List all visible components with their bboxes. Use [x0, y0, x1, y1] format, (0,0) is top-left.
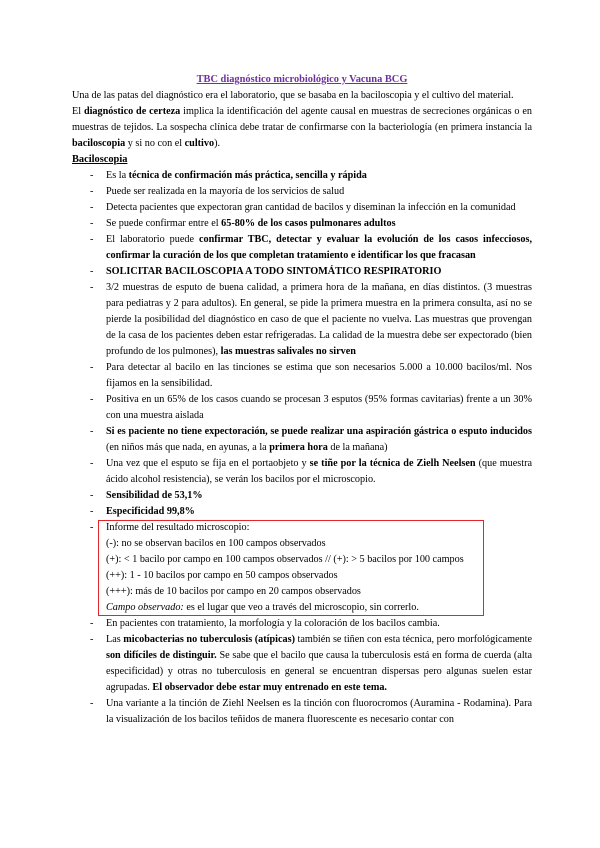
report-line: (+++): más de 10 bacilos por campo en 20 campos observados — [106, 586, 361, 597]
highlight-box — [98, 520, 484, 616]
list-item: - Sensibilidad de 53,1% — [90, 490, 203, 501]
section-heading-baciloscopia: Baciloscopia — [72, 154, 128, 165]
intro-paragraph-1: Una de las patas del diagnóstico era el laboratorio, que se basaba en la baciloscopia y el cultivo del material. — [72, 90, 514, 101]
list-item: - Puede ser realizada en la mayoría de los servicios de salud — [90, 186, 345, 197]
list-item: - 3/2 muestras de esputo de buena calidad, a primera hora de la mañana, en días distintos. (3 muestras para pediatras y 2 para adultos). En general, se pide la primera muestra en la primera consulta, así no se pierde la posibilidad del diagnóstico en caso de que el paciente no vuelva. Las muestras que provengan de la casa de los pacientes deben estar refrigeradas. La calidad de la muestra debe ser expectorado (bien profundo de los pulmones), las muestras salivales no sirven — [90, 282, 532, 357]
list-item: - Se puede confirmar entre el 65-80% de los casos pulmonares adultos — [90, 218, 396, 229]
baciloscopia-list — [72, 168, 532, 728]
report-line: Campo observado: es el lugar que veo a través del microscopio, sin correrlo. — [106, 602, 419, 613]
list-item: - Una variante a la tinción de Ziehl Neelsen es la tinción con fluorocromos (Auramina - Rodamina). Para la visualización de los bacilos teñidos de manera fluorescente es necesario contar con — [90, 698, 532, 725]
report-line: (-): no se observan bacilos en 100 campos observados — [106, 538, 326, 549]
list-item: - El laboratorio puede confirmar TBC, detectar y evaluar la evolución de los casos infecciosos, confirmar la curación de los que completan tratamiento e identificar los que fracasan — [90, 234, 532, 261]
intro-paragraph-2: El diagnóstico de certeza implica la identificación del agente causal en muestras de secreciones orgánicas o en muestras de tejidos. La sospecha clínica debe tratar de confirmarse con la bacteriología (en primera instancia la baciloscopia y si no con el cultivo). — [72, 106, 532, 149]
document-title: TBC diagnóstico microbiológico y Vacuna BCG — [196, 74, 408, 85]
list-item: - Detecta pacientes que expectoran gran cantidad de bacilos y diseminan la infección en la comunidad — [90, 202, 516, 213]
list-item: - Especificidad 99,8% — [90, 506, 195, 517]
list-item: - Es la técnica de confirmación más práctica, sencilla y rápida — [90, 170, 367, 181]
document-page — [72, 72, 532, 728]
list-item: - SOLICITAR BACILOSCOPIA A TODO SINTOMÁTICO RESPIRATORIO — [90, 266, 442, 277]
report-line: Informe del resultado microscopio: — [106, 522, 250, 533]
report-line: (++): 1 - 10 bacilos por campo en 50 campos observados — [106, 570, 338, 581]
list-item: - Las micobacterias no tuberculosis (atípicas) también se tiñen con esta técnica, pero morfológicamente son difíciles de distinguir. Se sabe que el bacilo que causa la tuberculosis está en forma de cuerda (alta especificidad) y otras no tuberculosis en general se encuentran dispersas pero algunas suelen estar agrupadas. El observador debe estar muy entrenado en este tema. — [90, 634, 533, 693]
result-report-item: - Informe del resultado microscopio: (-): no se observan bacilos en 100 campos observados (+): < 1 bacilo por campo en 100 campos observados // (+): > 5 bacilos por 100 campos (++): 1 - 10 bacilos por campo en 50 campos observados (+++): más de 10 bacilos por campo en 20 campos observados Campo observado: es el lugar que veo a través del microscopio, sin correrlo. — [72, 520, 532, 616]
list-item: - Una vez que el esputo se fija en el portaobjeto y se tiñe por la técnica de Zielh Neelsen (que muestra ácido alcohol resistencia), se verán los bacilos por el microscopio. — [90, 458, 532, 485]
report-line: (+): < 1 bacilo por campo en 100 campos observados // (+): > 5 bacilos por 100 campos — [106, 554, 464, 565]
list-item: - Para detectar al bacilo en las tinciones se estima que son necesarios 5.000 a 10.000 bacilos/ml. Nos fijamos en la sensibilidad. — [90, 362, 532, 389]
list-item: - Positiva en un 65% de los casos cuando se procesan 3 esputos (95% formas cavitarias) frente a un 30% con una muestra aislada — [90, 394, 532, 421]
list-item: - En pacientes con tratamiento, la morfología y la coloración de los bacilos cambia. — [90, 618, 440, 629]
list-item: - Si es paciente no tiene expectoración, se puede realizar una aspiración gástrica o esputo inducidos (en niños más que nada, en ayunas, a la primera hora de la mañana) — [90, 426, 532, 453]
